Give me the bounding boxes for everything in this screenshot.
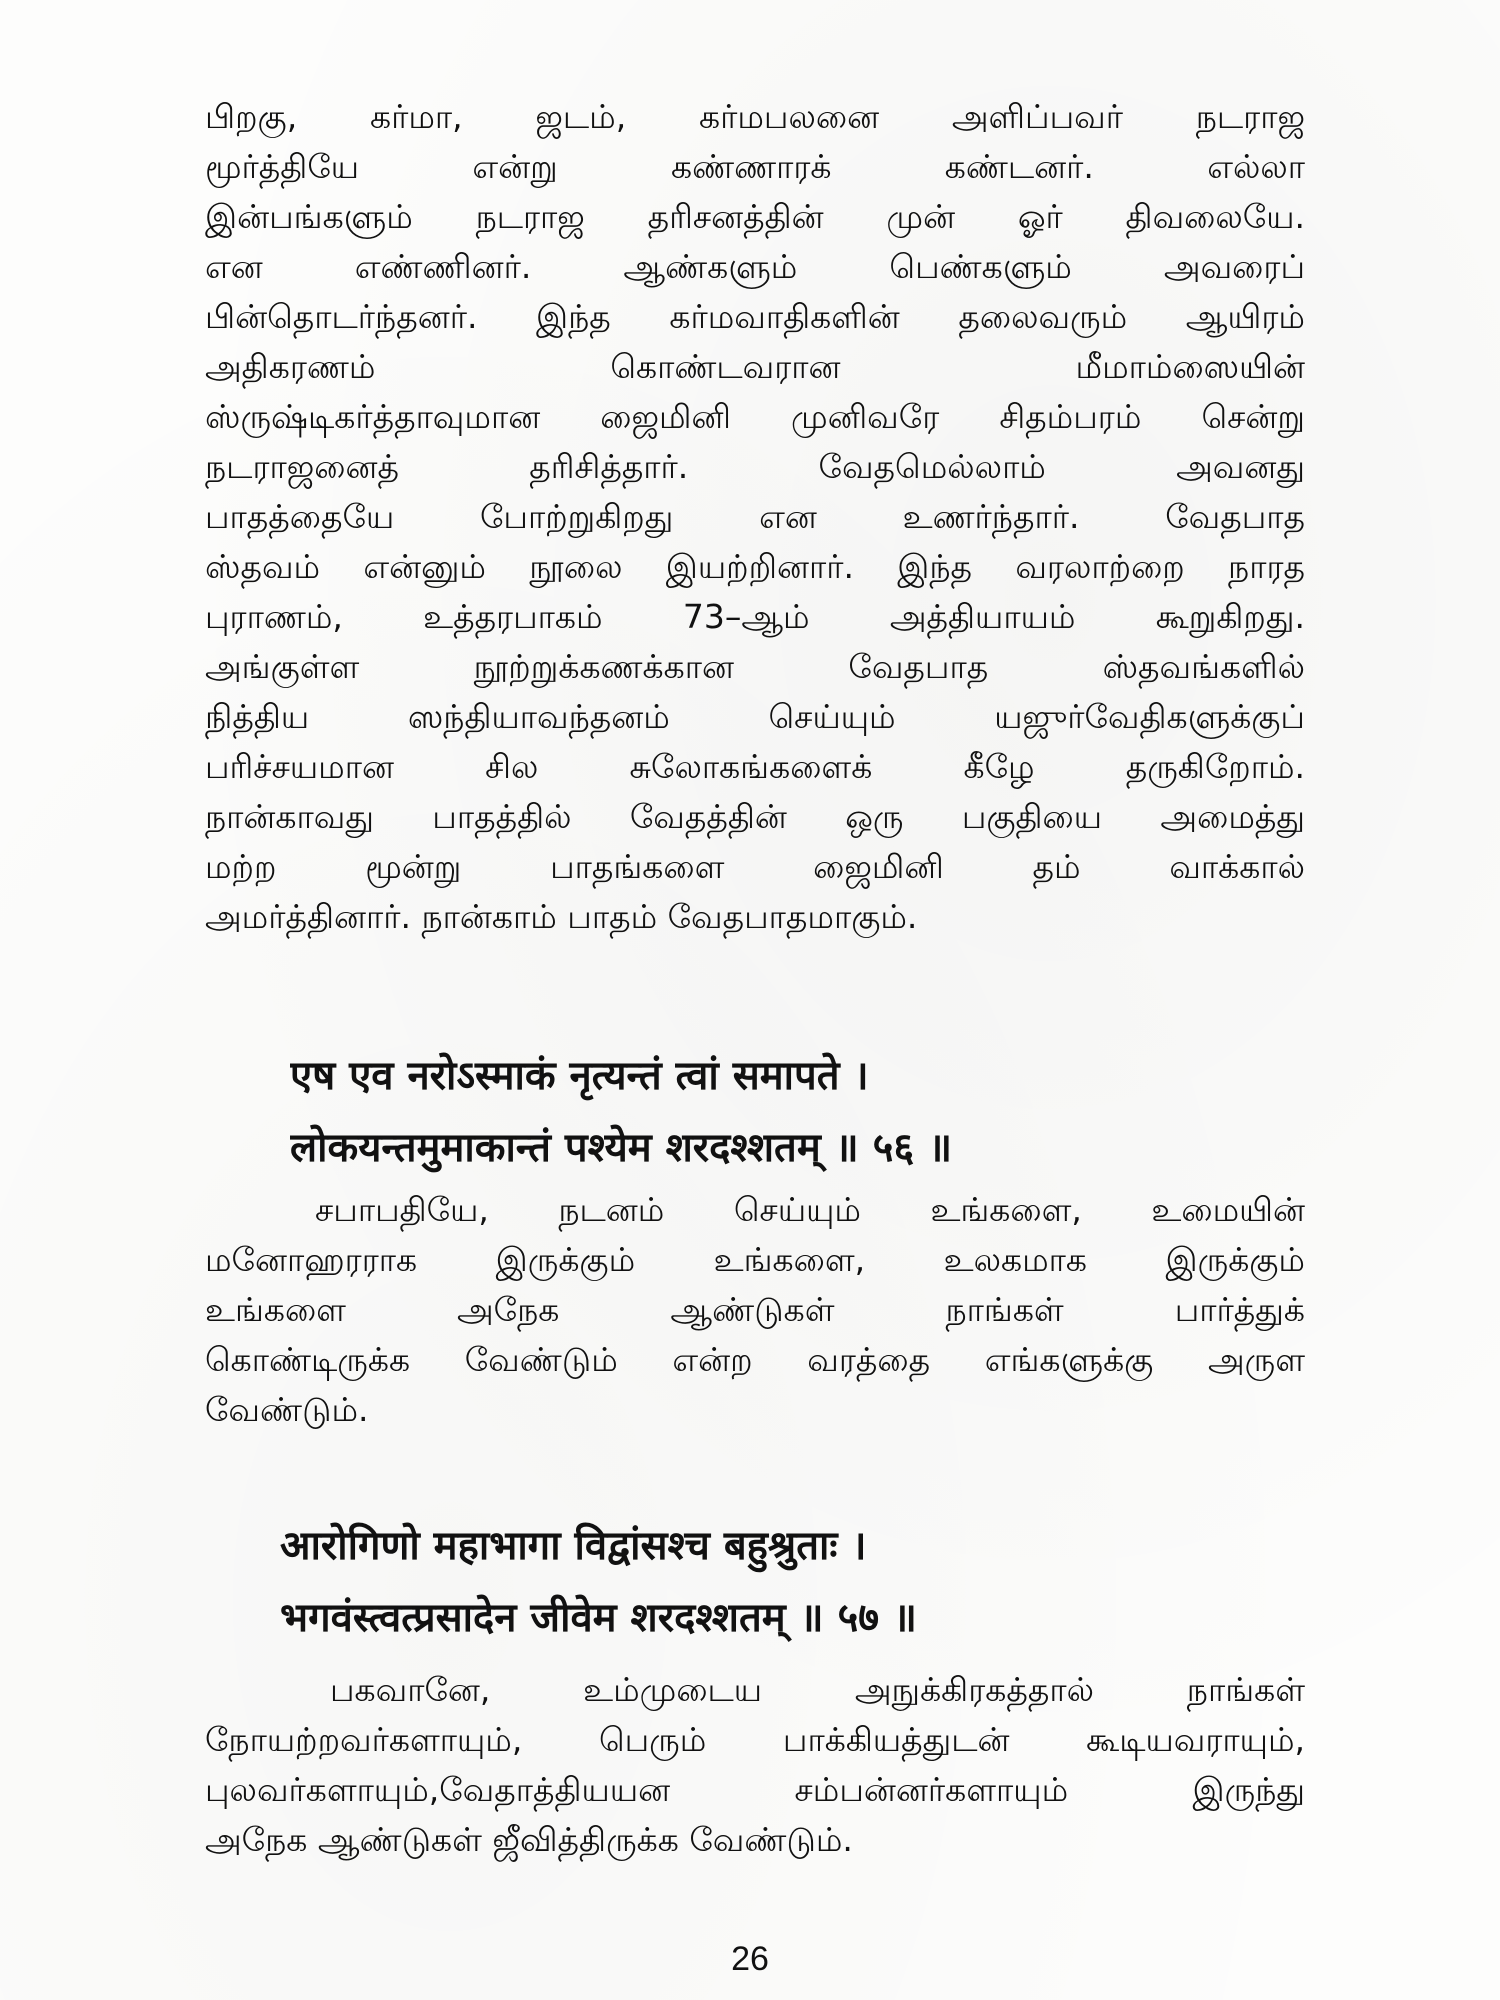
tamil-paragraph-1: [205, 92, 1305, 942]
page-number: 26: [731, 1940, 769, 1978]
text-line: ஸ்ருஷ்டிகர்த்தாவுமான ஜைமினி முனிவரே சிதம்பரம் சென்று: [205, 397, 1305, 436]
text-line: பாதத்தையே போற்றுகிறது என உணர்ந்தார். வேதபாத: [205, 497, 1305, 536]
text-line: கொண்டிருக்க வேண்டும் என்ற வரத்தை எங்களுக்கு அருள: [205, 1340, 1305, 1379]
text-line: புராணம், உத்தரபாகம் 73–ஆம் அத்தியாயம் கூறுகிறது.: [205, 597, 1305, 636]
text-line: நித்திய ஸந்தியாவந்தனம் செய்யும் யஜுர்வேதிகளுக்குப்: [205, 697, 1305, 736]
text-line: உங்களை அநேக ஆண்டுகள் நாங்கள் பார்த்துக்: [205, 1290, 1305, 1329]
sanskrit-verse-57: [280, 1510, 1350, 1654]
text-line: அநேக ஆண்டுகள் ஜீவித்திருக்க வேண்டும்.: [205, 1820, 853, 1859]
text-line: மனோஹரராக இருக்கும் உங்களை, உலகமாக இருக்கும்: [205, 1240, 1305, 1279]
text-line: பரிச்சயமான சில சுலோகங்களைக் கீழே தருகிறோம்.: [205, 747, 1305, 786]
text-line: பிறகு, கர்மா, ஜடம், கர்மபலனை அளிப்பவர் நடராஜ: [205, 97, 1305, 136]
verse-line: लोकयन्तमुमाकान्तं पश्येम शरदश्शतम् ॥ ५६ ॥: [290, 1124, 953, 1171]
tamil-paragraph-2: [205, 1185, 1305, 1435]
text-line: புலவர்களாயும்,வேதாத்தியயன சம்பன்னர்களாயும் இருந்து: [205, 1770, 1305, 1809]
text-line: மற்ற மூன்று பாதங்களை ஜைமினி தம் வாக்கால்: [205, 847, 1305, 886]
text-line: மூர்த்தியே என்று கண்ணாரக் கண்டனர். எல்லா: [205, 147, 1305, 186]
verse-line: एष एव नरोऽस्माकं नृत्यन्तं त्वां समापते ।: [290, 1052, 869, 1099]
text-line: வேண்டும்.: [205, 1390, 369, 1429]
text-line: அங்குள்ள நூற்றுக்கணக்கான வேதபாத ஸ்தவங்களில்: [205, 647, 1305, 686]
tamil-paragraph-3: [205, 1665, 1305, 1865]
text-line: என எண்ணினர். ஆண்களும் பெண்களும் அவரைப்: [205, 247, 1305, 286]
text-line: நான்காவது பாதத்தில் வேதத்தின் ஒரு பகுதியை அமைத்து: [205, 797, 1305, 836]
verse-line: भगवंस्त्वत्प्रसादेन जीवेम शरदश्शतम् ॥ ५७ ॥: [280, 1594, 917, 1641]
text-line: நடராஜனைத் தரிசித்தார். வேதமெல்லாம் அவனது: [205, 447, 1305, 486]
sanskrit-verse-56: [290, 1040, 1340, 1184]
text-line: அமர்த்தினார். நான்காம் பாதம் வேதபாதமாகும்.: [205, 897, 918, 936]
verse-line: आरोगिणो महाभागा विद्वांसश्च बहुश्रुताः ।: [280, 1522, 867, 1569]
text-line: சபாபதியே, நடனம் செய்யும் உங்களை, உமையின்: [315, 1190, 1305, 1229]
text-line: ஸ்தவம் என்னும் நூலை இயற்றினார். இந்த வரலாற்றை நாரத: [205, 547, 1305, 586]
text-line: இன்பங்களும் நடராஜ தரிசனத்தின் முன் ஓர் திவலையே.: [205, 197, 1305, 236]
text-line: நோயற்றவர்களாயும், பெரும் பாக்கியத்துடன் கூடியவராயும்,: [205, 1720, 1305, 1759]
text-line: அதிகரணம் கொண்டவரான மீமாம்ஸையின்: [205, 347, 1305, 386]
text-line: பின்தொடர்ந்தனர். இந்த கர்மவாதிகளின் தலைவரும் ஆயிரம்: [205, 297, 1305, 336]
text-line: பகவானே, உம்முடைய அநுக்கிரகத்தால் நாங்கள்: [330, 1670, 1305, 1709]
